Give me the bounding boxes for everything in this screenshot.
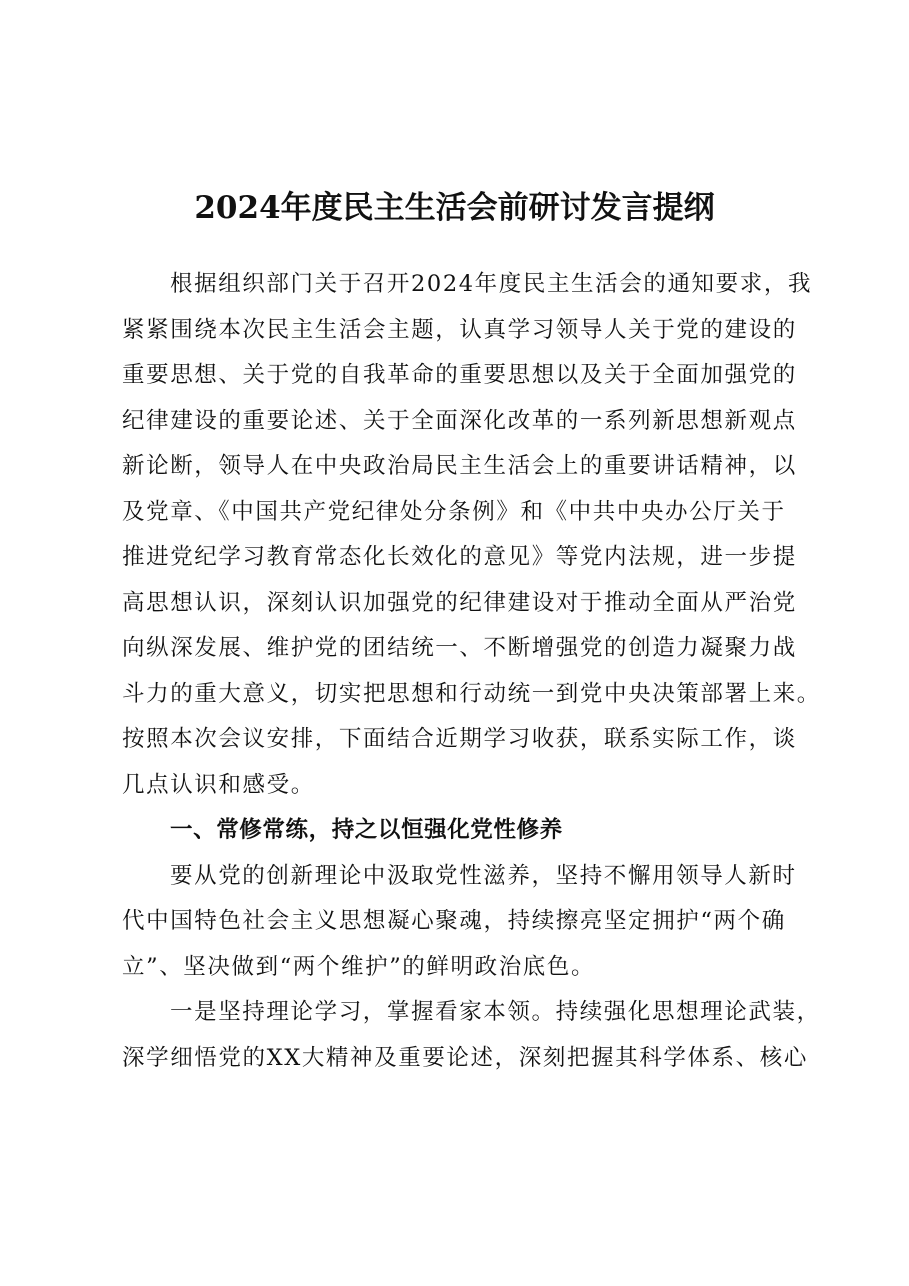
paragraph-line: 纪律建设的重要论述、关于全面深化改革的一系列新思想新观点 [122,407,797,434]
section-heading: 一、常修常练，持之以恒强化党性修养 [170,817,563,843]
paragraph-line: 深学细悟党的XX大精神及重要论述，深刻把握其科学体系、核心 [122,1044,808,1071]
paragraph-line: 重要思想、关于党的自我革命的重要思想以及关于全面加强党的 [122,362,797,388]
document-body [122,262,821,1081]
paragraph-line: 立”、坚决做到“两个维护”的鲜明政治底色。 [122,953,596,980]
paragraph-line: 根据组织部门关于召开2024年度民主生活会的通知要求，我 [170,271,813,297]
paragraph-line: 几点认识和感受。 [122,771,315,798]
paragraph-line: 向纵深发展、维护党的团结统一、不断增强党的创造力凝聚力战 [122,635,797,661]
paragraph-line: 紧紧围绕本次民主生活会主题，认真学习领导人关于党的建设的 [122,316,797,343]
document-title: 2024年度民主生活会前研讨发言提纲 [194,190,715,226]
paragraph-line: 推进党纪学习教育常态化长效化的意见》等党内法规，进一步提 [122,544,797,570]
paragraph-line: 高思想认识，深刻认识加强党的纪律建设对于推动全面从严治党 [122,589,797,616]
paragraph-line: 斗力的重大意义，切实把思想和行动统一到党中央决策部署上来。 [122,680,821,707]
paragraph-line: 要从党的创新理论中汲取党性滋养，坚持不懈用领导人新时 [170,862,797,889]
paragraph-line: 新论断，领导人在中央政治局民主生活会上的重要讲话精神，以 [122,453,797,479]
paragraph-line: 及党章、《中国共产党纪律处分条例》和《中共中央办公厅关于 [122,498,786,525]
paragraph-line: 代中国特色社会主义思想凝心聚魂，持续擦亮坚定拥护“两个确 [122,908,786,934]
paragraph-line: 按照本次会议安排，下面结合近期学习收获，联系实际工作，谈 [122,726,797,752]
paragraph-line: 一是坚持理论学习，掌握看家本领。持续强化思想理论武装， [170,999,821,1025]
